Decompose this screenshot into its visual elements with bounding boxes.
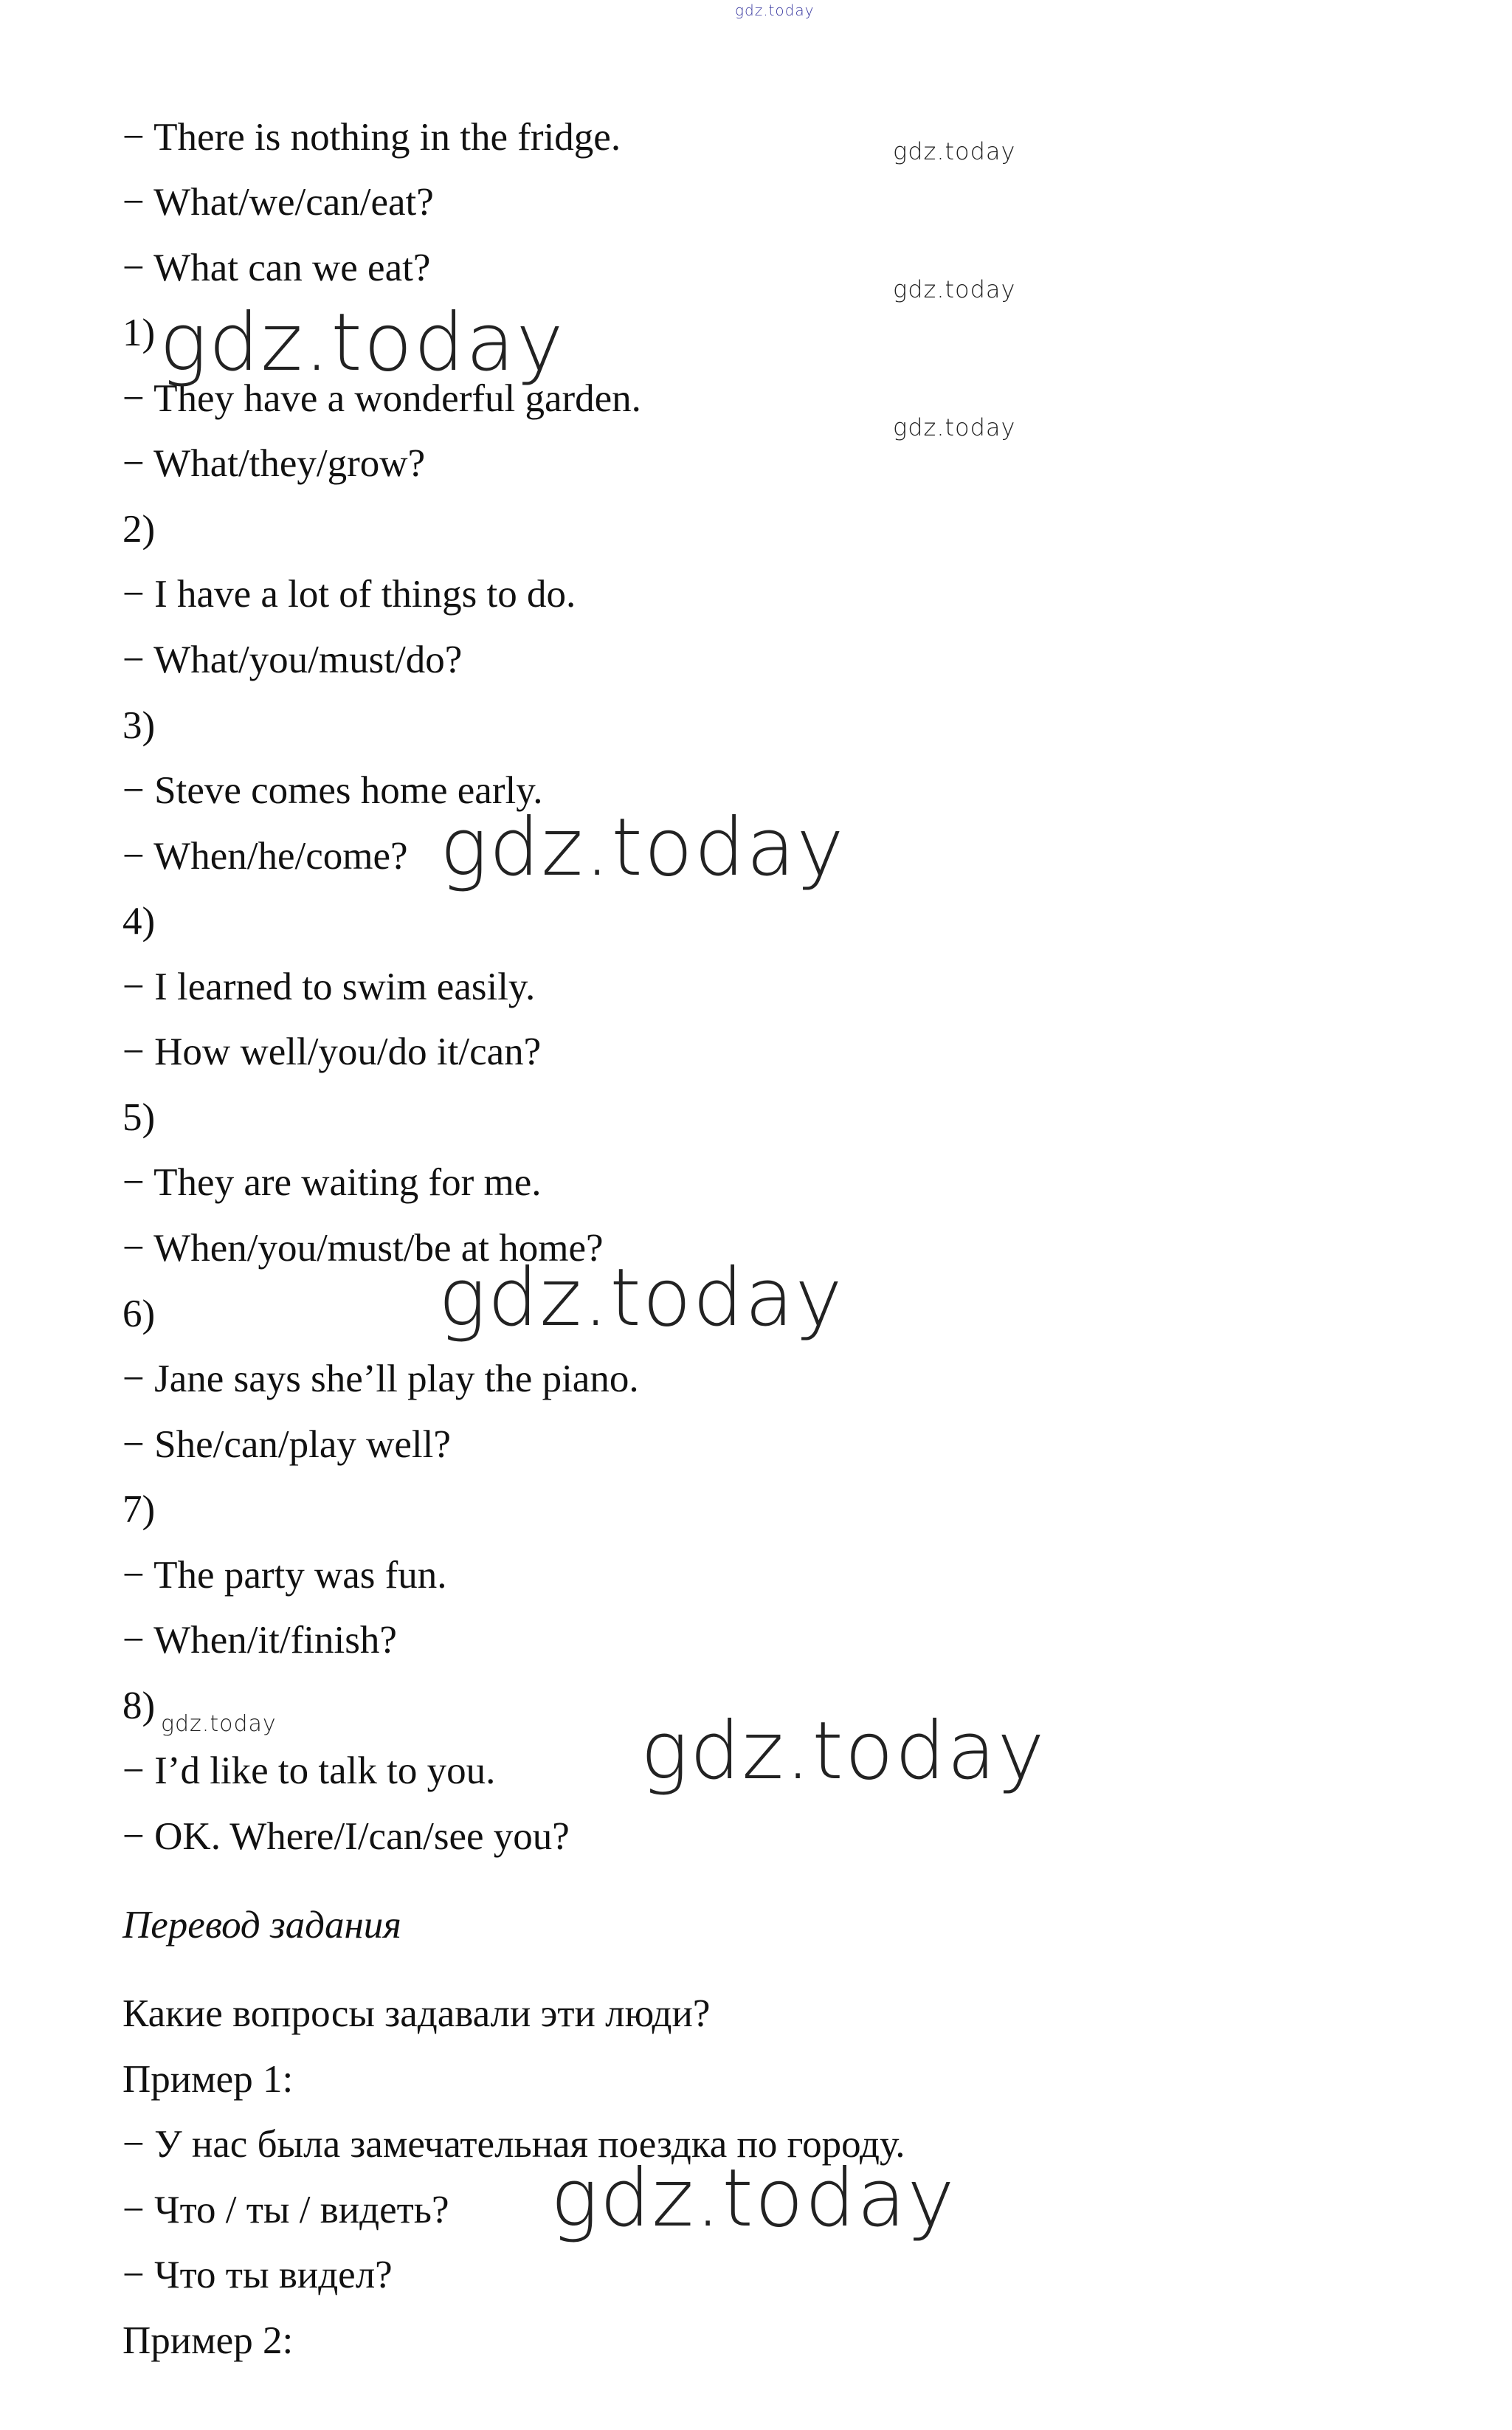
translation-heading: Перевод задания: [122, 1904, 401, 1947]
line-prompt-eat: − What/we/can/eat?: [122, 181, 434, 224]
item-number-5: 5): [122, 1096, 156, 1139]
item-number-3: 3): [122, 704, 156, 747]
example-1-line-2: − Что / ты / видеть?: [122, 2189, 449, 2231]
line-statement-garden: − They have a wonderful garden.: [122, 377, 641, 420]
line-statement-steve: − Steve comes home early.: [122, 769, 543, 812]
item-number-7: 7): [122, 1488, 156, 1531]
example-1-line-3: − Что ты видел?: [122, 2254, 393, 2296]
line-statement-swim: − I learned to swim easily.: [122, 966, 536, 1008]
line-statement-piano: − Jane says she’ll play the piano.: [122, 1357, 639, 1400]
item-number-8: 8): [122, 1684, 156, 1727]
example-2-label: Пример 2:: [122, 2319, 294, 2362]
watermark-top: gdz.today: [735, 1, 815, 19]
translation-question: Какие вопросы задавали эти люди?: [122, 1992, 711, 2035]
line-statement-things: − I have a lot of things to do.: [122, 573, 576, 616]
line-prompt-come: − When/he/come?: [122, 835, 408, 878]
line-prompt-see-you: − OK. Where/I/can/see you?: [122, 1815, 570, 1858]
line-answer-eat: − What can we eat?: [122, 247, 431, 289]
watermark-big-2: gdz.today: [440, 802, 846, 894]
watermark-big-1: gdz.today: [159, 297, 565, 389]
line-statement-fridge: − There is nothing in the fridge.: [122, 116, 621, 159]
line-prompt-must-do: − What/you/must/do?: [122, 639, 463, 681]
item-number-4: 4): [122, 900, 156, 943]
item-number-2: 2): [122, 508, 156, 551]
watermark-big-4: gdz.today: [641, 1705, 1046, 1797]
line-prompt-play-well: − She/can/play well?: [122, 1423, 451, 1466]
example-1-label: Пример 1:: [122, 2058, 294, 2101]
watermark-big-3: gdz.today: [438, 1252, 844, 1344]
watermark-small-2: gdz.today: [893, 275, 1016, 303]
line-statement-party: − The party was fun.: [122, 1554, 447, 1597]
item-number-6: 6): [122, 1293, 156, 1335]
watermark-big-5: gdz.today: [550, 2152, 956, 2245]
line-prompt-how-well: − How well/you/do it/can?: [122, 1030, 542, 1073]
line-prompt-grow: − What/they/grow?: [122, 442, 426, 485]
watermark-small-1: gdz.today: [893, 137, 1016, 165]
line-prompt-finish: − When/it/finish?: [122, 1619, 397, 1662]
example-1-line-1: − У нас была замечательная поездка по городу.: [122, 2123, 905, 2166]
watermark-small-3: gdz.today: [893, 413, 1016, 441]
line-statement-waiting: − They are waiting for me.: [122, 1161, 542, 1204]
line-prompt-at-home: − When/you/must/be at home?: [122, 1227, 604, 1270]
item-number-1: 1): [122, 312, 156, 354]
line-statement-talk: − I’d like to talk to you.: [122, 1749, 496, 1792]
watermark-tiny-8: gdz.today: [161, 1711, 277, 1737]
